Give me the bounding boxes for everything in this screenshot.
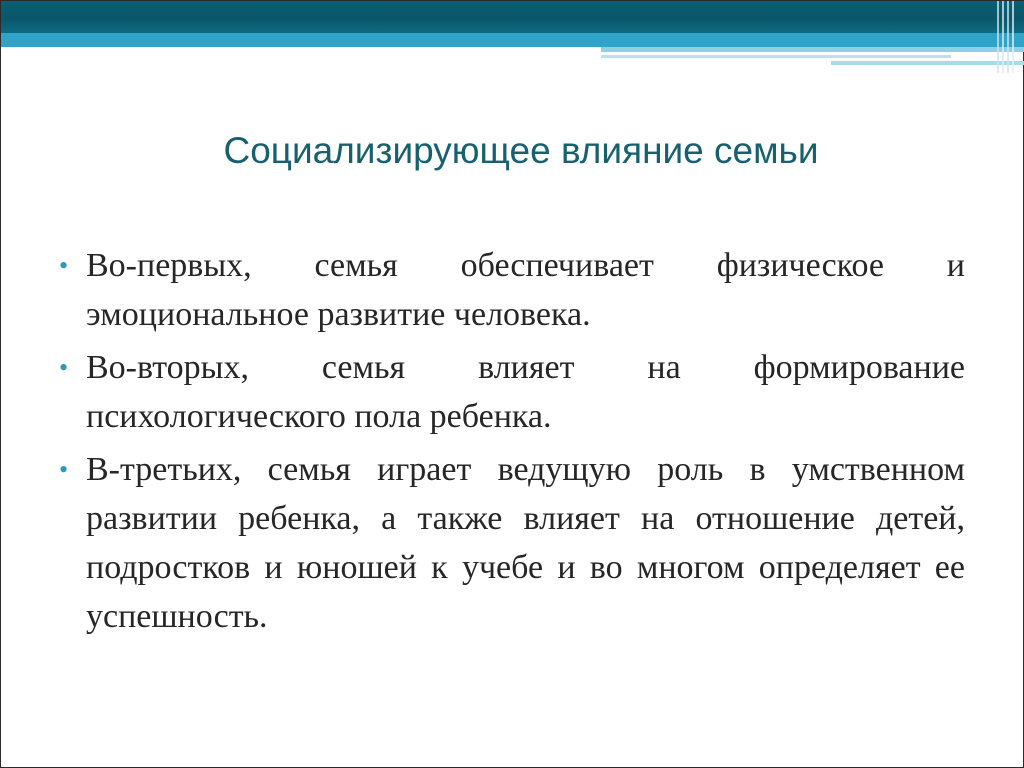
slide-title: Социализирующее влияние семьи (223, 130, 819, 171)
bullet-dot-icon: • (59, 251, 69, 280)
header-stripe (1, 33, 1024, 47)
bullet-dot-icon: • (59, 353, 69, 382)
bullet-text: Во-первых, семья обеспечивает физическое и эмоциональное развитие человека. (86, 247, 965, 333)
bullet-dot-icon: • (59, 455, 69, 484)
corner-decoration (989, 1, 1024, 73)
bullet-item (57, 343, 965, 441)
bullet-item (57, 445, 965, 641)
bullet-list (57, 241, 965, 645)
bullet-text: Во-вторых, семья влияет на формирование психологического пола ребенка. (86, 349, 965, 435)
header-bar (1, 1, 1024, 33)
header-accent-line (601, 47, 1024, 52)
bullet-text: В-третьих, семья играет ведущую роль в умственном развитии ребенка, а также влияет на отношение детей, подростков и юношей к учебе и во многом определяет ее успешность. (86, 451, 965, 635)
header-accent-line (601, 55, 951, 58)
bullet-item (57, 241, 965, 339)
